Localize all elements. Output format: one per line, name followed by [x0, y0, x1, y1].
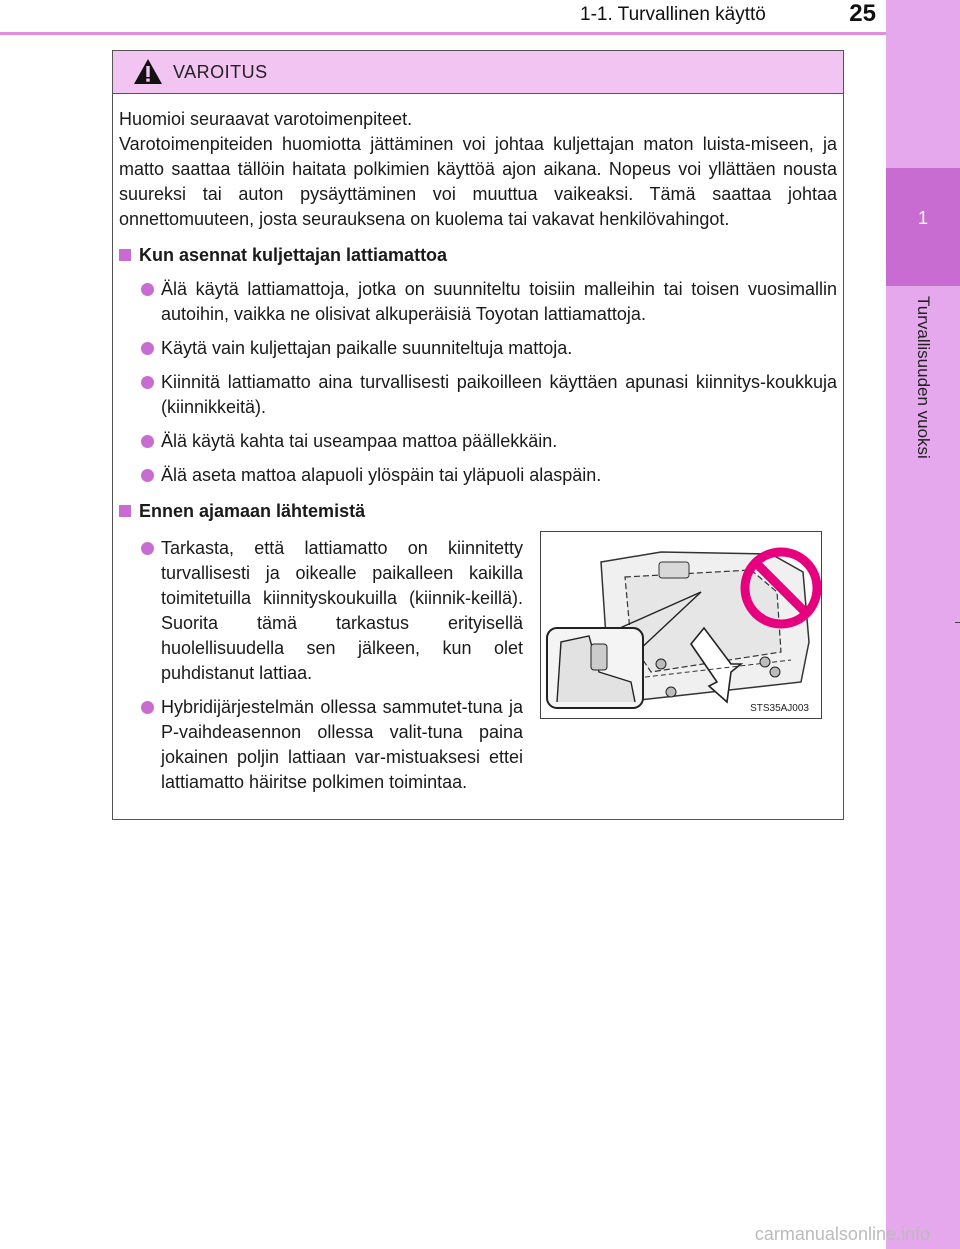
square-bullet-icon [119, 505, 131, 517]
square-bullet-icon [119, 249, 131, 261]
bullet-icon [141, 435, 154, 448]
header-rule [0, 32, 886, 35]
figure-code: STS35AJ003 [750, 703, 809, 714]
bullet-icon [141, 542, 154, 555]
list-item: Älä aseta mattoa alapuoli ylöspäin tai yläpuoli alaspäin. [119, 463, 837, 488]
floor-mat-figure [540, 531, 822, 719]
warning-header [113, 51, 843, 94]
list-item: Tarkasta, että lattiamatto on kiinnitetty turvallisesti ja oikealle paikalleen kaikilla toimitetuilla kiinnityskoukuilla (kiinnik-keillä). Suorita tämä tarkastus erityisellä huolellisuudella sen jälkeen, kun olet puhdistanut lattiaa. [119, 536, 523, 686]
watermark: carmanualsonline.info [754, 1224, 930, 1244]
list-item: Kiinnitä lattiamatto aina turvallisesti paikoilleen käyttäen apunasi kiinnitys-koukkuja (kiinnikkeitä). [119, 370, 837, 420]
floor-mat-illustration [541, 532, 821, 718]
list-item: Käytä vain kuljettajan paikalle suunniteltuja mattoja. [119, 336, 837, 361]
bullet-icon [141, 701, 154, 714]
page-header [560, 0, 886, 32]
tab-tick [955, 622, 960, 623]
section-heading: Kun asennat kuljettajan lattiamattoa [119, 243, 837, 268]
page-number: 25 [849, 0, 876, 27]
bullet-icon [141, 283, 154, 296]
list-item: Älä käytä kahta tai useampaa mattoa päällekkäin. [119, 429, 837, 454]
intro-line: Huomioi seuraavat varotoimenpiteet. [119, 109, 413, 129]
list-item: Hybridijärjestelmän ollessa sammutet-tuna ja P-vaihdeasennon ollessa valit-tuna paina jokainen poljin lattiaan var-mistuaksesi ettei lattiamatto häiritse polkimen toimintaa. [119, 695, 523, 795]
bullet-icon [141, 376, 154, 389]
chapter-tab[interactable] [886, 168, 960, 286]
chapter-label [887, 296, 959, 596]
bullet-icon [141, 469, 154, 482]
list-item: Älä käytä lattiamattoja, jotka on suunniteltu toisiin malleihin tai toisen vuosimallin autoihin, vaikka ne olisivat alkuperäisiä Toyotan lattiamattoja. [119, 277, 837, 327]
chapter-number: 1 [917, 208, 928, 228]
section2-text [119, 536, 523, 795]
chapter-label-text: Turvallisuuden vuoksi [914, 296, 933, 459]
bullet-icon [141, 342, 154, 355]
section-title: 1-1. Turvallinen käyttö [580, 4, 766, 25]
warning-triangle-icon [133, 58, 163, 85]
section-heading: Ennen ajamaan lähtemistä [119, 499, 837, 524]
intro-paragraph: Varotoimenpiteiden huomiotta jättäminen voi johtaa kuljettajan maton luista-miseen, ja matto saattaa tällöin haitata polkimien käyttöä ajon aikana. Nopeus voi yllättäen nousta suureksi tai auton pysäyttäminen voi muuttua vaikeaksi. Tämä saattaa johtaa onnettomuuteen, josta seurauksena on kuolema tai vakavat henkilövahingot. [119, 134, 837, 229]
warning-title: VAROITUS [173, 62, 268, 82]
